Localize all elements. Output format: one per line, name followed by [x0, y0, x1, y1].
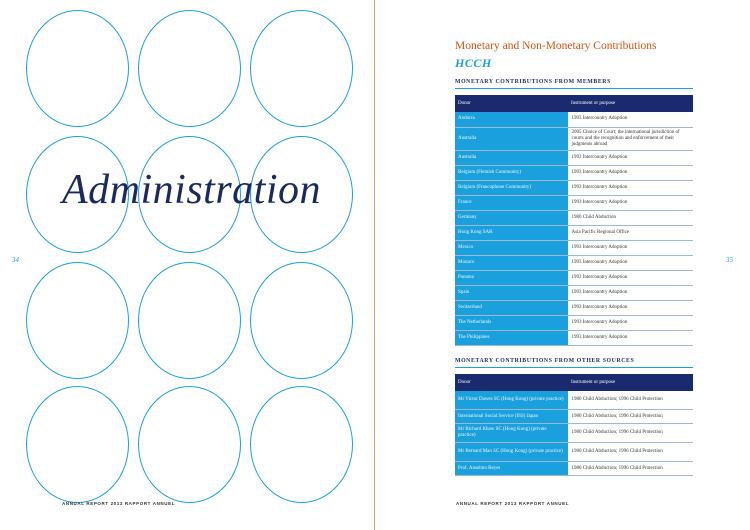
- page-footer: ANNUAL REPORT 2013 RAPPORT ANNUEL: [62, 501, 176, 506]
- purpose-cell: 1980 Child Abduction; 1996 Child Protection: [568, 410, 693, 424]
- purpose-cell: 1993 Intercountry Adoption: [568, 315, 693, 330]
- table-row: [455, 195, 693, 210]
- table-row: [455, 443, 693, 462]
- purpose-cell: 1980 Child Abduction; 1996 Child Protection: [568, 443, 693, 462]
- members-contributions-table: [455, 95, 693, 346]
- donor-cell: Switzerland: [455, 300, 568, 315]
- donor-cell: Prof. Anselmo Reyes: [455, 462, 568, 476]
- purpose-cell: 1993 Intercountry Adoption: [568, 165, 693, 180]
- table-row: [455, 180, 693, 195]
- table-row: [455, 424, 693, 443]
- decorative-circle: [138, 386, 241, 503]
- purpose-cell: 1993 Intercountry Adoption: [568, 112, 693, 127]
- donor-cell: The Netherlands: [455, 315, 568, 330]
- page-number: 34: [12, 256, 19, 264]
- donor-cell: Mr Bernard Man SC (Hong Kong) (private practice): [455, 443, 568, 462]
- decorative-circle: [26, 10, 129, 127]
- decorative-circle: [250, 10, 353, 127]
- column-header-purpose: Instrument or purpose: [568, 95, 693, 112]
- purpose-cell: 1993 Intercountry Adoption: [568, 285, 693, 300]
- decorative-circle: [26, 386, 129, 503]
- decorative-circle: [250, 262, 353, 379]
- purpose-cell: 1993 Intercountry Adoption: [568, 270, 693, 285]
- table-row: [455, 127, 693, 150]
- table-row: [455, 410, 693, 424]
- table-row: [455, 330, 693, 345]
- donor-cell: Panama: [455, 270, 568, 285]
- donor-cell: Mr Richard Khaw SC (Hong Kong) (private practice): [455, 424, 568, 443]
- donor-cell: Mr Victor Dawes SC (Hong Kong) (private practice): [455, 391, 568, 410]
- column-header-donor: Donor: [455, 374, 568, 391]
- right-page: [375, 0, 750, 530]
- page-number: 35: [726, 256, 733, 264]
- circle-grid: [26, 10, 352, 510]
- table-row: [455, 300, 693, 315]
- decorative-circle: [138, 10, 241, 127]
- table-row: [455, 391, 693, 410]
- table-row: [455, 255, 693, 270]
- table-row: [455, 240, 693, 255]
- purpose-cell: 1993 Intercountry Adoption: [568, 180, 693, 195]
- purpose-cell: 1993 Intercountry Adoption: [568, 195, 693, 210]
- section-heading-other-sources: MONETARY CONTRIBUTIONS FROM OTHER SOURCES: [455, 357, 635, 364]
- purpose-cell: 1993 Intercountry Adoption: [568, 300, 693, 315]
- table-row: [455, 270, 693, 285]
- purpose-cell: 2005 Choice of Court; the international jurisdiction of courts and the recognition and enforcement of their judgments abroad: [568, 127, 693, 150]
- donor-cell: Belgium (Francophone Community): [455, 180, 568, 195]
- section-rule: [455, 88, 693, 89]
- column-header-purpose: Instrument or purpose: [568, 374, 693, 391]
- table-header-row: [455, 95, 693, 112]
- table-row: [455, 150, 693, 165]
- donor-cell: Monaco: [455, 255, 568, 270]
- purpose-cell: 1980 Child Abduction; 1996 Child Protection: [568, 424, 693, 443]
- donor-cell: Andorra: [455, 112, 568, 127]
- purpose-cell: 1993 Intercountry Adoption: [568, 255, 693, 270]
- donor-cell: The Philippines: [455, 330, 568, 345]
- purpose-cell: 1980 Child Abduction: [568, 210, 693, 225]
- purpose-cell: 1993 Intercountry Adoption: [568, 150, 693, 165]
- donor-cell: Australia: [455, 127, 568, 150]
- donor-cell: International Social Service (ISS) Japan: [455, 410, 568, 424]
- page-subtitle: HCCH: [455, 56, 492, 70]
- page-footer: ANNUAL REPORT 2013 RAPPORT ANNUEL: [456, 501, 570, 506]
- table-row: [455, 165, 693, 180]
- contributions-content: [455, 40, 693, 476]
- decorative-circle: [26, 262, 129, 379]
- donor-cell: Hong Kong SAR: [455, 225, 568, 240]
- purpose-cell: Asia Pacific Regional Office: [568, 225, 693, 240]
- table-row: [455, 315, 693, 330]
- donor-cell: France: [455, 195, 568, 210]
- donor-cell: Germany: [455, 210, 568, 225]
- decorative-circle: [138, 262, 241, 379]
- purpose-cell: 1980 Child Abduction; 1996 Child Protection: [568, 391, 693, 410]
- donor-cell: Mexico: [455, 240, 568, 255]
- donor-cell: Spain: [455, 285, 568, 300]
- chapter-title: Administration: [62, 167, 322, 213]
- table-row: [455, 462, 693, 476]
- purpose-cell: 1993 Intercountry Adoption: [568, 330, 693, 345]
- donor-cell: Australia: [455, 150, 568, 165]
- other-sources-contributions-table: [455, 374, 693, 477]
- table-row: [455, 285, 693, 300]
- section-heading-members: MONETARY CONTRIBUTIONS FROM MEMBERS: [455, 79, 611, 85]
- table-header-row: [455, 374, 693, 391]
- page-title: Monetary and Non-Monetary Contributions: [455, 40, 657, 52]
- table-row: [455, 210, 693, 225]
- purpose-cell: 1980 Child Abduction; 1996 Child Protection: [568, 462, 693, 476]
- purpose-cell: 1993 Intercountry Adoption: [568, 240, 693, 255]
- left-page: [0, 0, 374, 530]
- column-header-donor: Donor: [455, 95, 568, 112]
- donor-cell: Belgium (Flemish Community): [455, 165, 568, 180]
- table-row: [455, 112, 693, 127]
- decorative-circle: [250, 386, 353, 503]
- section-rule: [455, 367, 693, 368]
- table-row: [455, 225, 693, 240]
